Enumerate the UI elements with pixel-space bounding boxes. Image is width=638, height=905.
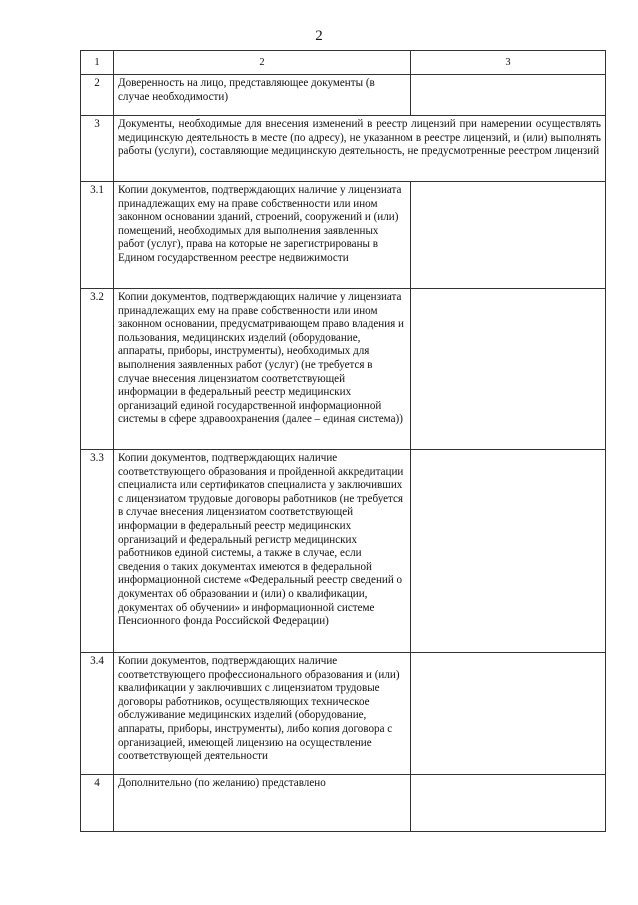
row-value-cell[interactable]	[411, 653, 606, 775]
row-description: Копии документов, подтверждающих наличие соответствующего образования и пройденной аккредитации специалиста или сертификатов специалиста у заключивших с лицензиатом трудовые договоры работников (не требуется в случае внесения лицензиатом соответствующей информации в федеральный реестр медицинских организаций и федеральный регистр медицинских работников единой системы, а также в случае, если сведения о таких документах имеются в федеральной информационной системе «Федеральный реестр сведений о документах об образовании и (или) о квалификации, документах об обучении» и информационной системе Пенсионного фонда Российской Федерации)	[114, 450, 411, 653]
row-description: Копии документов, подтверждающих наличие у лицензиата принадлежащих ему на праве собственности или ином законном основании, предусматривающем право владения и пользования, медицинских изделий (оборудование, аппараты, приборы, инструменты), необходимых для выполнения заявленных работ (услуг) (не требуется в случае внесения лицензиатом соответствующей информации в федеральный реестр медицинских организаций единой государственной информационной системы в сфере здравоохранения (далее – единая система))	[114, 289, 411, 450]
row-number: 2	[81, 75, 114, 116]
row-description: Дополнительно (по желанию) представлено	[114, 775, 411, 832]
header-col-3: 3	[411, 51, 606, 75]
row-value-cell[interactable]	[411, 450, 606, 653]
row-value-cell[interactable]	[411, 182, 606, 289]
table-row	[81, 289, 606, 450]
row-description: Копии документов, подтверждающих наличие соответствующего профессионального образования и (или) квалификации у заключивших с лицензиатом трудовые договоры работников, осуществляющих техническое обслуживание медицинских изделий (оборудование, аппараты, приборы, инструменты), либо копия договора с организацией, имеющей лицензию на осуществление соответствующей деятельности	[114, 653, 411, 775]
table-row	[81, 182, 606, 289]
row-value-cell[interactable]	[411, 775, 606, 832]
table-row	[81, 450, 606, 653]
row-value-cell[interactable]	[411, 289, 606, 450]
header-col-1: 1	[81, 51, 114, 75]
table-row	[81, 75, 606, 116]
row-description: Документы, необходимые для внесения изменений в реестр лицензий при намерении осуществлять медицинскую деятельность в месте (по адресу), не указанном в реестре лицензий, и (или) выполнять работы (услуги), составляющие медицинскую деятельность, не предусмотренные реестром лицензий	[114, 116, 606, 182]
row-number: 3.1	[81, 182, 114, 289]
row-number: 3.2	[81, 289, 114, 450]
page-number: 2	[315, 28, 323, 44]
table-row	[81, 775, 606, 832]
table-row	[81, 116, 606, 182]
row-number: 3.3	[81, 450, 114, 653]
row-number: 3.4	[81, 653, 114, 775]
row-number: 4	[81, 775, 114, 832]
row-description: Копии документов, подтверждающих наличие у лицензиата принадлежащих ему на праве собственности или ином законном основании зданий, строений, сооружений и (или) помещений, необходимых для выполнения заявленных работ (услуг), права на которые не зарегистрированы в Едином государственном реестре недвижимости	[114, 182, 411, 289]
row-number: 3	[81, 116, 114, 182]
documents-table	[80, 50, 606, 832]
table-header-row	[81, 51, 606, 75]
row-value-cell[interactable]	[411, 75, 606, 116]
table-row	[81, 653, 606, 775]
row-description: Доверенность на лицо, представляющее документы (в случае необходимости)	[114, 75, 411, 116]
header-col-2: 2	[114, 51, 411, 75]
